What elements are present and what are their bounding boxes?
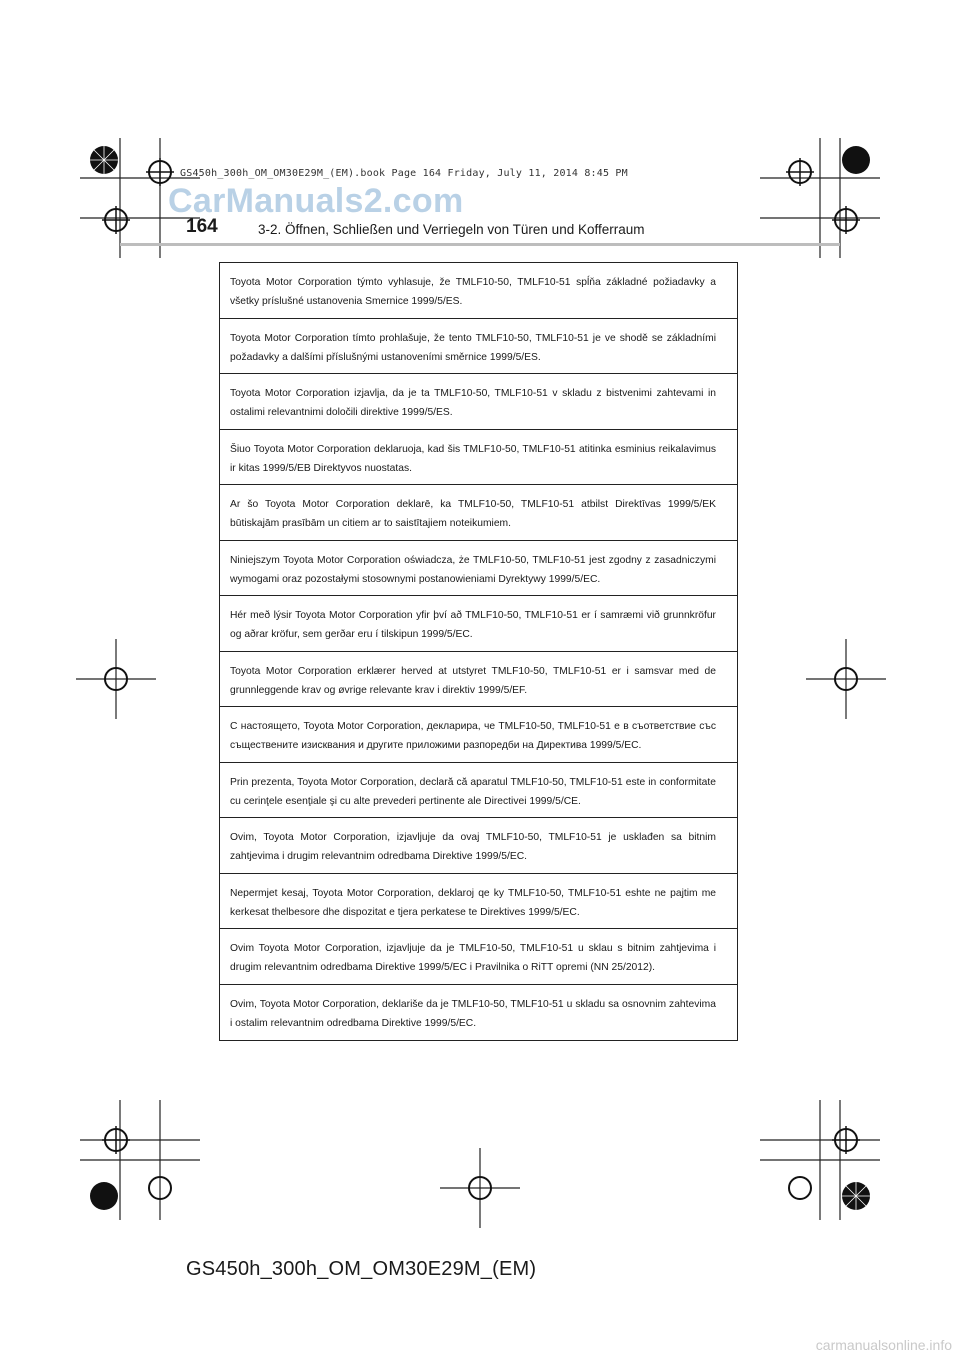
declaration-slovenian: Toyota Motor Corporation izjavlja, da je ta TMLF10-50, TMLF10-51 v skladu z bistvenimi zahtevami in ostalimi relevantnimi določili direktive 1999/5/ES. <box>220 374 737 430</box>
declaration-czech: Toyota Motor Corporation tímto prohlašuje, že tento TMLF10-50, TMLF10-51 je ve shodě se základními požadavky a dalšími příslušnými ustanoveními směrnice 1999/5/ES. <box>220 319 737 375</box>
declarations-table <box>219 262 738 1041</box>
section-title: 3-2. Öffnen, Schließen und Verriegeln von Türen und Kofferraum <box>258 222 645 237</box>
declaration-romanian: Prin prezenta, Toyota Motor Corporation, declară că aparatul TMLF10-50, TMLF10-51 este in conformitate cu cerinţele esenţiale şi cu alte prevederi pertinente ale Directivei 1999/5/CE. <box>220 763 737 819</box>
site-credit: carmanualsonline.info <box>815 1337 952 1353</box>
declaration-slovak: Toyota Motor Corporation týmto vyhlasuje, že TMLF10-50, TMLF10-51 spĺňa základné požiadavky a všetky príslušné ustanovenia Smernice 1999/5/ES. <box>220 263 737 319</box>
print-slug: GS450h_300h_OM_OM30E29M_(EM).book Page 164 Friday, July 11, 2014 8:45 PM <box>180 168 628 179</box>
declaration-serbian: Ovim, Toyota Motor Corporation, deklariše da je TMLF10-50, TMLF10-51 u skladu sa osnovnim zahtevima i ostalim relevantnim odredbama Direktive 1999/5/EC. <box>230 998 716 1029</box>
header-divider <box>120 243 840 246</box>
declaration-albanian: Nepermjet kesaj, Toyota Motor Corporation, deklaroj qe ky TMLF10-50, TMLF10-51 eshte ne pajtim me kerkesat thelbesore dhe dispozitat e tjera perkatese te Direktives 1999/5/EC. <box>220 874 737 930</box>
declaration-lithuanian: Šiuo Toyota Motor Corporation deklaruoja, kad šis TMLF10-50, TMLF10-51 atitinka esminius reikalavimus ir kitas 1999/5/EB Direktyvos nuostatas. <box>220 430 737 486</box>
declaration-latvian: Ar šo Toyota Motor Corporation deklarē, ka TMLF10-50, TMLF10-51 atbilst Direktīvas 1999/5/EK būtiskajām prasībām un citiem ar to saistītajiem noteikumiem. <box>220 485 737 541</box>
page-number: 164 <box>186 216 218 237</box>
watermark-text: CarManuals2.com <box>168 182 464 220</box>
document-code: GS450h_300h_OM_OM30E29M_(EM) <box>186 1258 537 1280</box>
declaration-icelandic: Hér með lýsir Toyota Motor Corporation yfir því að TMLF10-50, TMLF10-51 er í samræmi við grunnkröfur og aðrar kröfur, sem gerðar eru í tilskipun 1999/5/EC. <box>220 596 737 652</box>
declaration-croatian: Ovim Toyota Motor Corporation, izjavljuje da je TMLF10-50, TMLF10-51 u sklau s bitnim zahtjevima i drugim relevantnim odredbama Direktive 1999/5/EC i Pravilnika o RiTT opremi (NN 25/2012). <box>220 929 737 985</box>
declaration-polish: Niniejszym Toyota Motor Corporation oświadcza, że TMLF10-50, TMLF10-51 jest zgodny z zasadniczymi wymogami oraz pozostałymi stosownymi postanowieniami Dyrektywy 1999/5/EC. <box>220 541 737 597</box>
declaration-bulgarian: С настоящето, Toyota Motor Corporation, декларира, че TMLF10-50, TMLF10-51 е в съответствие със съществените изисквания и другите приложими разпоредби на Директива 1999/5/EC. <box>220 707 737 763</box>
declaration-norwegian: Toyota Motor Corporation erklærer herved at utstyret TMLF10-50, TMLF10-51 er i samsvar med de grunnleggende krav og øvrige relevante krav i direktiv 1999/5/EF. <box>220 652 737 708</box>
declaration-bosnian: Ovim, Toyota Motor Corporation, izjavljuje da ovaj TMLF10-50, TMLF10-51 je usklađen sa bitnim zahtjevima i drugim relevantnim odredbama Direktive 1999/5/EC. <box>220 818 737 874</box>
